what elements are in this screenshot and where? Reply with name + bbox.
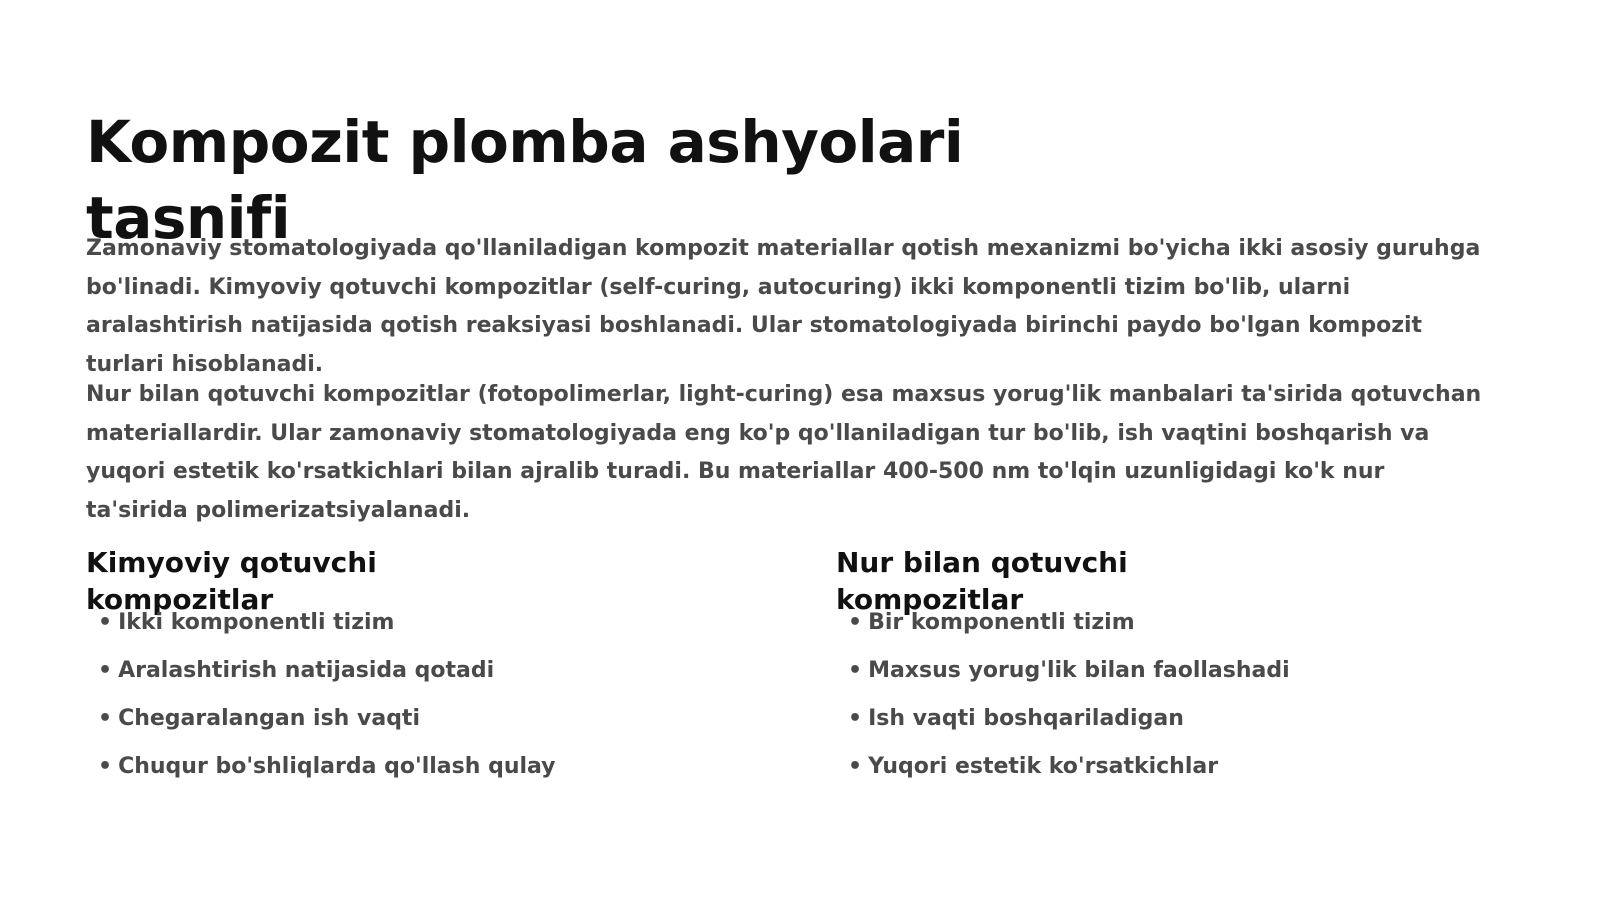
bullet-icon: •	[848, 610, 863, 635]
intro-paragraph: Zamonaviy stomatologiyada qo'llaniladigan kompozit materiallar qotish mexanizmi bo'yicha ikki asosiy guruhga bo'linadi. Kimyoviy qotuvchi kompozitlar (self-curing, autocuring) ikki komponentli tizim bo'lib, ularni aralashtirish natijasida qotish reaksiyasi boshlanadi. Ular stomatologiyada birinchi paydo bo'lgan kompozit turlari hisoblanadi.	[86, 236, 1481, 377]
bullet-text: Ikki komponentli tizim	[118, 610, 395, 635]
light-curing-column	[836, 544, 1476, 779]
bullet-text: Bir komponentli tizim	[868, 610, 1135, 635]
bullet-list	[98, 608, 556, 800]
bullet-item	[848, 608, 1290, 656]
chemical-curing-column	[86, 544, 726, 779]
bullet-item	[848, 752, 1290, 800]
bullet-icon: •	[98, 706, 113, 731]
bullet-item	[98, 656, 556, 704]
bullet-icon: •	[848, 658, 863, 683]
bullet-icon: •	[98, 658, 113, 683]
bullet-item	[98, 608, 556, 656]
column-heading: Nur bilan qotuvchi kompozitlar	[836, 546, 1128, 616]
bullet-text: Chegaralangan ish vaqti	[118, 706, 420, 731]
bullet-text: Ish vaqti boshqariladigan	[868, 706, 1184, 731]
bullet-icon: •	[848, 754, 863, 779]
bullet-icon: •	[98, 610, 113, 635]
slide-title: Kompozit plomba ashyolari tasnifi	[86, 108, 964, 252]
bullet-item	[848, 656, 1290, 704]
bullet-text: Maxsus yorug'lik bilan faollashadi	[868, 658, 1290, 683]
bullet-item	[848, 704, 1290, 752]
bullet-icon: •	[98, 754, 113, 779]
bullet-text: Yuqori estetik ko'rsatkichlar	[868, 754, 1219, 779]
light-curing-paragraph: Nur bilan qotuvchi kompozitlar (fotopolimerlar, light-curing) esa maxsus yorug'lik manbalari ta'sirida qotuvchan materiallardir. Ular zamonaviy stomatologiyada eng ko'p qo'llaniladigan tur bo'lib, ish vaqtini boshqarish va yuqori estetik ko'rsatkichlari bilan ajralib turadi. Bu materiallar 400-500 nm to'lqin uzunligidagi ko'k nur ta'sirida polimerizatsiyalanadi.	[86, 382, 1482, 523]
bullet-icon: •	[848, 706, 863, 731]
bullet-text: Chuqur bo'shliqlarda qo'llash qulay	[118, 754, 556, 779]
bullet-item	[98, 752, 556, 800]
column-heading: Kimyoviy qotuvchi kompozitlar	[86, 546, 377, 616]
bullet-list	[848, 608, 1290, 800]
bullet-text: Aralashtirish natijasida qotadi	[118, 658, 495, 683]
bullet-item	[98, 704, 556, 752]
